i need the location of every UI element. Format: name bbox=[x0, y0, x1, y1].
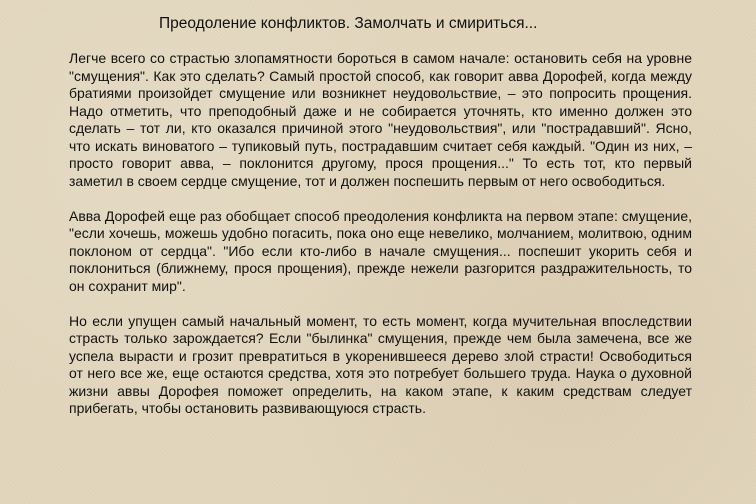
paragraph-3: Но если упущен самый начальный момент, то есть момент, когда мучительная впоследствии страсть только зарождается? Если "былинка" смущения, прежде чем была замечена, все же успела вырасти и грозит превратиться в укоренившееся дерево злой страсти! Освободиться от него все же, еще остаются средства, хотя это потребует большего труда. Наука о духовной жизни аввы Дорофея поможет определить, на каком этапе, к каким средствам следует прибегать, чтобы остановить развивающуюся страсть. bbox=[69, 312, 692, 416]
paragraph-2: Авва Дорофей еще раз обобщает способ преодоления конфликта на первом этапе: смущение, "если хочешь, можешь удобно погасить, пока оно еще невелико, молчанием, молитвою, одним поклоном от сердца". "Ибо если кто-либо в начале смущения... поспешит укорить себя и поклониться (ближнему, прося прощения), прежде нежели разгорится раздражительность, то он сохранит мир". bbox=[69, 207, 692, 294]
article-title: Преодоление конфликтов. Замолчать и смириться... bbox=[159, 15, 538, 32]
paragraph-1: Легче всего со страстью злопамятности бороться в самом начале: остановить себя на уровне "смущения". Как это сделать? Самый простой способ, как говорит авва Дорофей, когда между братиями произойдет смущение или возникнет неудовольствие, – это попросить прощения. Надо отметить, что преподобный даже и не собирается уточнять, кто именно должен это сделать – тот ли, кто оказался причиной этого "неудовольствия", или "пострадавший". Ясно, что искать виноватого – тупиковый путь, пострадавшим считает себя каждый. "Один из них, – просто говорит авва, – поклонится другому, прося прощения..." То есть тот, кто первый заметил в своем сердце смущение, тот и должен поспешить первым от него освободиться. bbox=[69, 50, 692, 189]
article-body bbox=[69, 50, 692, 418]
article bbox=[69, 12, 692, 435]
